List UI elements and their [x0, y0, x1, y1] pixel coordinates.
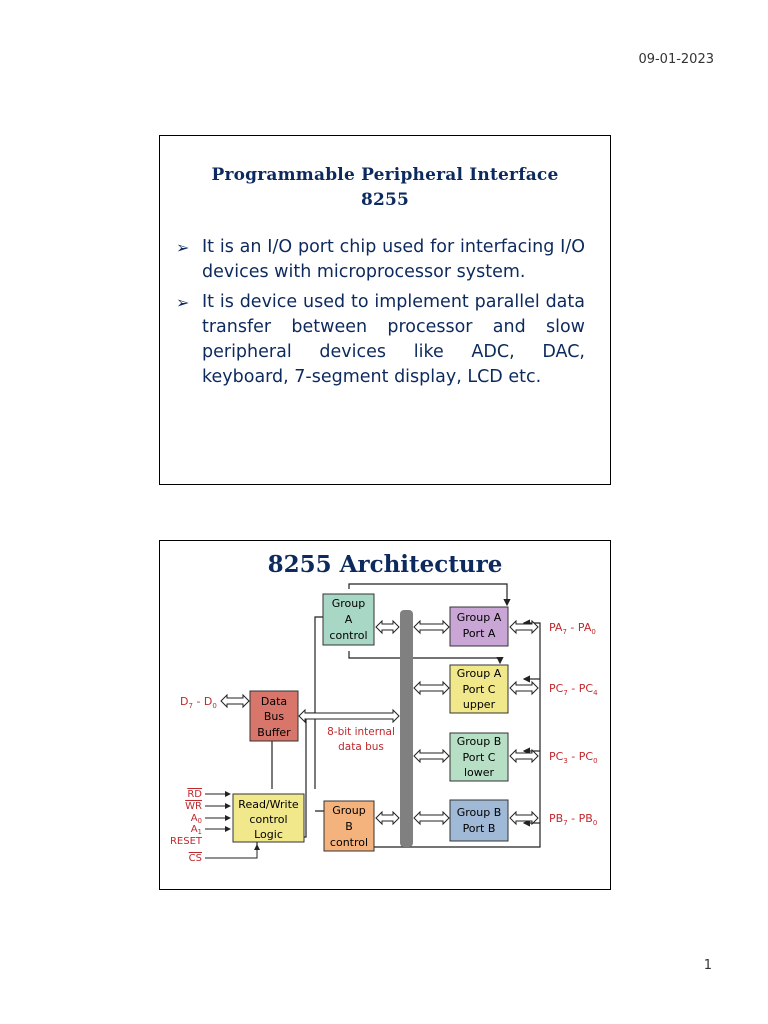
block-label: Group [332, 804, 366, 817]
bullet-list [176, 235, 585, 395]
bullet-text: It is device used to implement parallel data transfer between processor and slow peripheral devices like ADC, DAC, keyboard, 7-segment display, LCD etc. [202, 291, 585, 388]
bullet-text: It is an I/O port chip used for interfacing I/O devices with microprocessor system. [202, 237, 585, 283]
slide-title: 8255 Architecture [267, 551, 503, 578]
svg-text:8-bit internal: 8-bit internal [327, 726, 395, 738]
data-bus-buffer-block [250, 691, 298, 741]
block-label: B [345, 820, 353, 833]
group-a-control-block [323, 594, 374, 645]
block-label: control [249, 813, 288, 826]
block-label: Port B [462, 822, 496, 835]
slide-title [160, 163, 610, 213]
reset-signal-label: RESET [169, 836, 202, 847]
block-label: Group A [456, 611, 502, 624]
control-signal-labels [170, 789, 203, 864]
cs-signal-label: CS [188, 853, 202, 864]
block-label: Read/Write [238, 798, 299, 811]
arrow-bullet-icon: ➢ [176, 238, 190, 257]
block-label: Group B [456, 735, 502, 748]
block-label: Port C [462, 751, 496, 764]
block-label: A [344, 613, 353, 626]
group-b-control-block [324, 801, 374, 851]
port-c-upper-pins-label: $PC_7 - PC_4$ [549, 682, 598, 697]
arrow-bullet-icon: ➢ [176, 292, 190, 312]
block-label: Group [331, 597, 366, 610]
block-label: control [329, 836, 369, 849]
port-c-lower-block [450, 733, 508, 781]
slide-ppi-intro [159, 135, 611, 485]
group-a-port-a-block [450, 607, 508, 646]
slide-title-line2: 8255 [360, 190, 410, 210]
page-date: 09-01-2023 [638, 52, 714, 67]
group-b-port-b-block [450, 800, 508, 841]
block-label: Port C [462, 683, 496, 696]
internal-data-bus [400, 610, 413, 847]
block-label: lower [463, 766, 495, 779]
block-label: Buffer [257, 726, 291, 739]
block-label: Logic [254, 828, 283, 841]
internal-bus-label [327, 726, 395, 753]
page-number: 1 [703, 958, 712, 973]
block-label: Port A [462, 627, 496, 640]
rd-signal-label: RD [187, 789, 202, 800]
block-label: Bus [263, 710, 285, 723]
slide-title-line1: Programmable Peripheral Interface [211, 165, 559, 185]
a1-signal-label: $A_1$ [190, 824, 202, 836]
architecture-diagram [160, 541, 610, 889]
block-label: Group B [456, 806, 502, 819]
port-c-lower-pins-label: $PC_3 - PC_0$ [549, 750, 598, 765]
wr-signal-label: WR [185, 801, 202, 812]
svg-text:data bus: data bus [338, 741, 384, 753]
slide-8255-architecture [159, 540, 611, 890]
read-write-control-logic-block [233, 794, 304, 842]
port-b-pins-label: $PB_7 - PB_0$ [549, 812, 598, 827]
block-label: upper [462, 698, 496, 711]
block-label: Group A [456, 667, 502, 680]
block-label: control [329, 629, 368, 642]
port-c-upper-block [450, 665, 508, 713]
bullet-item [176, 290, 585, 391]
bullet-item [176, 235, 585, 286]
a0-signal-label: $A_0$ [190, 813, 202, 825]
port-a-pins-label: $PA_7 - PA_0$ [549, 621, 596, 636]
block-label: Data [260, 695, 288, 708]
data-bus-pins-label: $D_7 - D_0$ [180, 695, 217, 710]
